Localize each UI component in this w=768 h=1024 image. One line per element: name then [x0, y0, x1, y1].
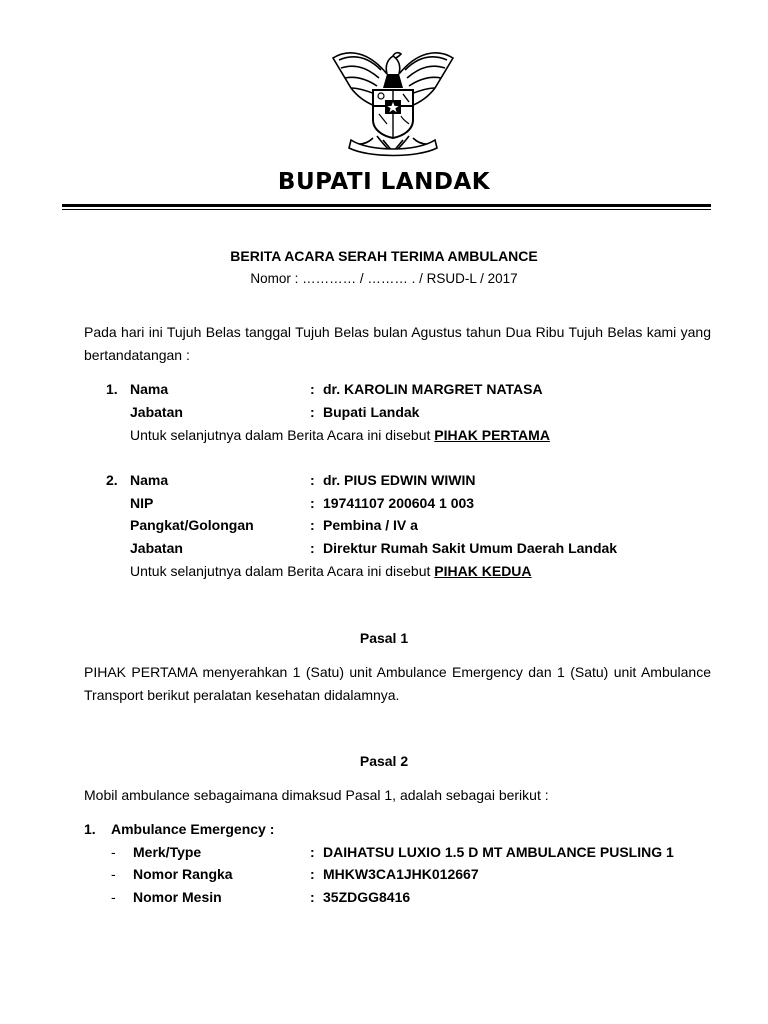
spec-2-dash: - [111, 866, 116, 882]
spec-3-dash: - [111, 889, 116, 905]
party-2-nip-colon: : [310, 495, 315, 511]
garuda-emblem-logo [329, 44, 457, 162]
regent-title: BUPATI LANDAK [277, 169, 491, 195]
spec-chassis-colon: : [310, 866, 315, 882]
party-2-position-colon: : [310, 540, 315, 556]
spec-brand-colon: : [310, 844, 315, 860]
party-1-note-text: Untuk selanjutnya dalam Berita Acara ini disebut [130, 427, 431, 443]
header-divider-thick [62, 204, 711, 207]
intro-paragraph: Pada hari ini Tujuh Belas tanggal Tujuh Belas bulan Agustus tahun Dua Ribu Tujuh Belas kami yang bertandatangan : [84, 324, 711, 363]
spec-engine-colon: : [310, 889, 315, 905]
party-2-note-text: Untuk selanjutnya dalam Berita Acara ini disebut [130, 563, 431, 579]
party-1-index: 1. [106, 381, 118, 397]
party-1-position-label: Jabatan [130, 404, 183, 420]
party-2-index: 2. [106, 472, 118, 488]
party-1-position-colon: : [310, 404, 315, 420]
party-2-nip-label: NIP [130, 495, 154, 511]
spec-chassis-label: Nomor Rangka [133, 866, 233, 882]
spec-1-dash: - [111, 844, 116, 860]
article-2-heading: Pasal 2 [359, 753, 409, 769]
article-2-item-index: 1. [84, 821, 96, 837]
article-1-heading: Pasal 1 [359, 630, 409, 646]
party-2-name-colon: : [310, 472, 315, 488]
article-2-item-title: Ambulance Emergency : [111, 821, 275, 837]
party-2-position-label: Jabatan [130, 540, 183, 556]
document-title: BERITA ACARA SERAH TERIMA AMBULANCE [230, 248, 538, 264]
party-2-rank-label: Pangkat/Golongan [130, 517, 254, 533]
party-1-name-colon: : [310, 381, 315, 397]
spec-brand-value: DAIHATSU LUXIO 1.5 D MT AMBULANCE PUSLING 1 [323, 844, 674, 860]
party-2-position-value: Direktur Rumah Sakit Umum Daerah Landak [323, 540, 618, 556]
party-2-name-label: Nama [130, 472, 169, 488]
party-1-note [130, 427, 550, 443]
party-2-rank-value: Pembina / IV a [323, 517, 418, 533]
header-divider-thin [62, 209, 711, 210]
party-1-position-value: Bupati Landak [323, 404, 420, 420]
spec-chassis-value: MHKW3CA1JHK012667 [323, 866, 479, 882]
party-2-designation: PIHAK KEDUA [434, 563, 532, 579]
party-2-name-value: dr. PIUS EDWIN WIWIN [323, 472, 476, 488]
party-2-note [130, 563, 532, 579]
spec-engine-label: Nomor Mesin [133, 889, 222, 905]
party-1-designation: PIHAK PERTAMA [434, 427, 550, 443]
article-1-text: PIHAK PERTAMA menyerahkan 1 (Satu) unit Ambulance Emergency dan 1 (Satu) unit Ambulance Transport berikut peralatan kesehatan didalamnya. [84, 664, 711, 703]
article-2-text: Mobil ambulance sebagaimana dimaksud Pasal 1, adalah sebagai berikut : [84, 787, 549, 803]
document-number: Nomor : ………… / ……… . / RSUD-L / 2017 [250, 271, 518, 286]
party-1-name-value: dr. KAROLIN MARGRET NATASA [323, 381, 543, 397]
party-2-nip-value: 19741107 200604 1 003 [323, 495, 475, 511]
spec-brand-label: Merk/Type [133, 844, 202, 860]
party-2-rank-colon: : [310, 517, 315, 533]
party-1-name-label: Nama [130, 381, 169, 397]
spec-engine-value: 35ZDGG8416 [323, 889, 411, 905]
